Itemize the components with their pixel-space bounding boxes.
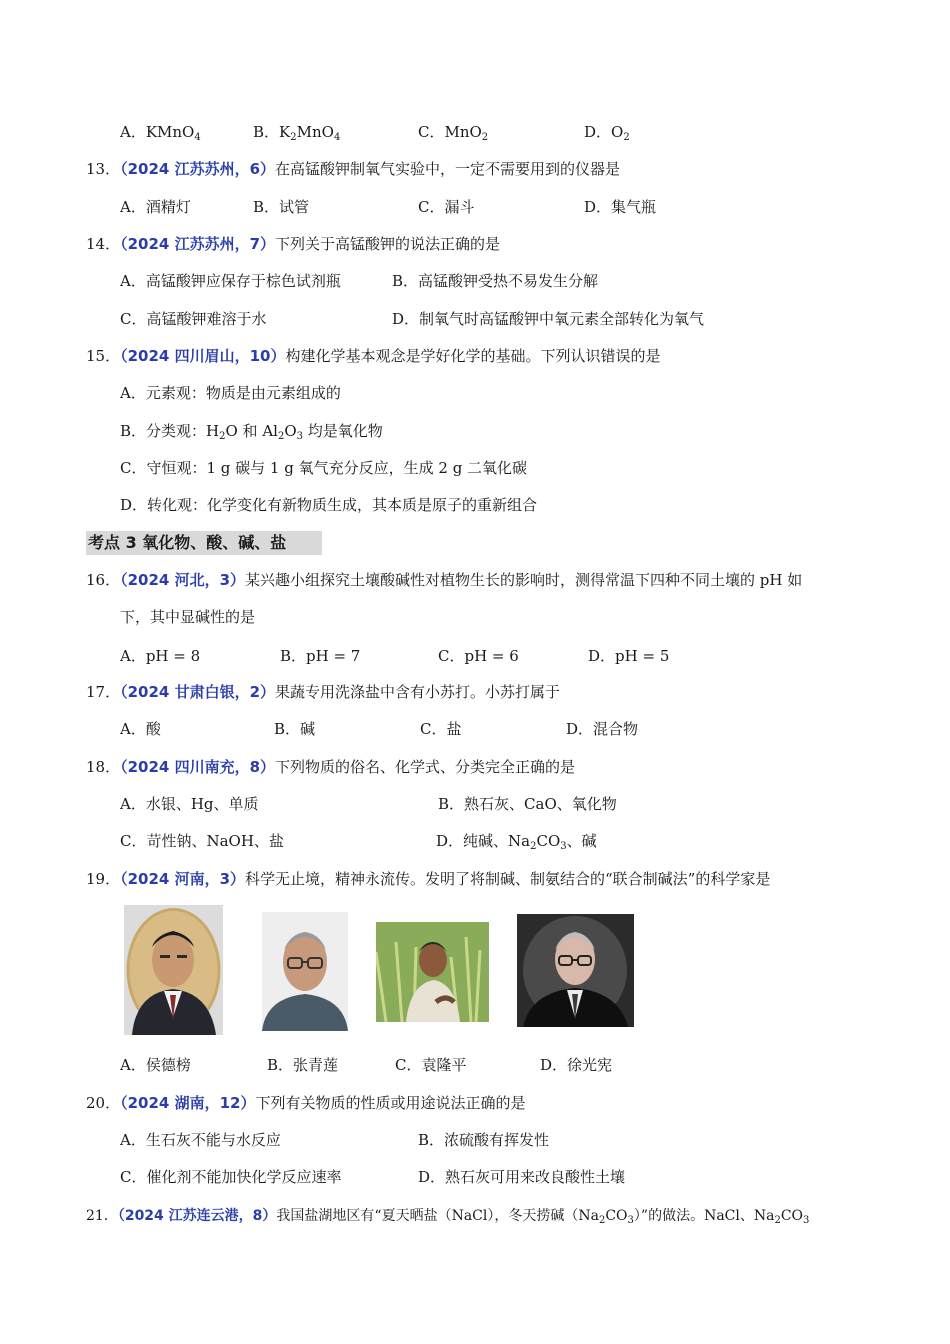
q13-option-c: C．漏斗	[418, 198, 475, 216]
section-heading: 考点 3 氧化物、酸、碱、盐	[86, 531, 322, 555]
q20-stem: 20．（2024 湖南，12）下列有关物质的性质或用途说法正确的是	[86, 1094, 526, 1112]
q17-stem: 17．（2024 甘肃白银，2）果蔬专用洗涤盐中含有小苏打。小苏打属于	[86, 683, 561, 701]
q21-source: （2024 江苏连云港，8）	[117, 1208, 277, 1224]
q17-option-b: B．碱	[274, 720, 316, 738]
q16-option-a: A．pH = 8	[120, 647, 201, 665]
q18-source: （2024 四川南充，8）	[120, 758, 276, 776]
q18-option-b: B．熟石灰、CaO、氧化物	[438, 795, 617, 813]
q14-option-a: A．高锰酸钾应保存于棕色试剂瓶	[120, 272, 341, 290]
q16-option-b: B．pH = 7	[280, 647, 361, 665]
q15-option-b: B．分类观：$H_2O$ 和 $Al_2O_3$ 均是氧化物	[120, 422, 383, 442]
q18-option-d: D．纯碱、$Na_2CO_3$、碱	[436, 832, 597, 852]
q18-option-c: C．苛性钠、NaOH、盐	[120, 832, 284, 850]
q20-option-c: C．催化剂不能加快化学反应速率	[120, 1168, 342, 1186]
q15-option-a: A．元素观：物质是由元素组成的	[120, 384, 341, 402]
q15-option-c: C．守恒观：1 g 碳与 1 g 氧气充分反应，生成 2 g 二氧化碳	[120, 459, 528, 477]
q12-option-b: B．$K_2MnO_4$	[253, 123, 341, 143]
portrait-photo-c	[376, 922, 489, 1022]
q13-option-a: A．酒精灯	[120, 198, 191, 216]
q16-option-d: D．pH = 5	[588, 647, 670, 665]
q16-stem-cont: 下，其中显碱性的是	[120, 608, 256, 626]
q19-stem: 19．（2024 河南，3）科学无止境，精神永流传。发明了将制碱、制氨结合的“联合制碱法”的科学家是	[86, 870, 771, 888]
q17-option-d: D．混合物	[566, 720, 639, 738]
q14-option-d: D．制氧气时高锰酸钾中氧元素全部转化为氧气	[392, 310, 705, 328]
q17-option-a: A．酸	[120, 720, 161, 738]
q16-source: （2024 河北，3）	[120, 571, 246, 589]
q19-option-a: A．侯德榜	[120, 1056, 191, 1074]
q17-option-c: C．盐	[420, 720, 462, 738]
q19-source: （2024 河南，3）	[120, 870, 246, 888]
q17-source: （2024 甘肃白银，2）	[120, 683, 276, 701]
q19-option-d: D．徐光宪	[540, 1056, 613, 1074]
q12-option-a: A．KMnO$_4$	[120, 123, 201, 143]
q21-stem: 21．（2024 江苏连云港，8）我国盐湖地区有“夏天晒盐（NaCl），冬天捞碱$(Na_2CO_3)$”的做法。NaCl、$Na_2CO_3$	[86, 1208, 810, 1226]
q20-option-b: B．浓硫酸有挥发性	[418, 1131, 550, 1149]
q19-option-b: B．张青莲	[267, 1056, 339, 1074]
q18-option-a: A．水银、Hg、单质	[120, 795, 259, 813]
q14-option-b: B．高锰酸钾受热不易发生分解	[392, 272, 599, 290]
q14-option-c: C．高锰酸钾难溶于水	[120, 310, 267, 328]
q18-stem: 18．（2024 四川南充，8）下列物质的俗名、化学式、分类完全正确的是	[86, 758, 576, 776]
q20-option-a: A．生石灰不能与水反应	[120, 1131, 281, 1149]
q13-source: （2024 江苏苏州，6）	[120, 160, 276, 178]
q13-option-d: D．集气瓶	[584, 198, 657, 216]
q19-option-c: C．袁隆平	[395, 1056, 467, 1074]
q14-source: （2024 江苏苏州，7）	[120, 235, 276, 253]
q15-stem: 15．（2024 四川眉山，10）构建化学基本观念是学好化学的基础。下列认识错误的是	[86, 347, 661, 365]
q20-option-d: D．熟石灰可用来改良酸性土壤	[418, 1168, 626, 1186]
q12-option-d: D．$O_2$	[584, 123, 630, 143]
portrait-photo-b	[262, 912, 348, 1031]
q15-source: （2024 四川眉山，10）	[120, 347, 286, 365]
q14-stem: 14．（2024 江苏苏州，7）下列关于高锰酸钾的说法正确的是	[86, 235, 501, 253]
q13-option-b: B．试管	[253, 198, 310, 216]
q16-stem: 16．（2024 河北，3）某兴趣小组探究土壤酸碱性对植物生长的影响时，测得常温下四种不同土壤的 pH 如	[86, 571, 803, 589]
portrait-photo-d	[517, 914, 634, 1027]
q16-option-c: C．pH = 6	[438, 647, 519, 665]
q20-source: （2024 湖南，12）	[120, 1094, 256, 1112]
q12-option-c: C．MnO$_2$	[418, 123, 489, 143]
q13-stem: 13．（2024 江苏苏州，6）在高锰酸钾制氧气实验中，一定不需要用到的仪器是	[86, 160, 621, 178]
q15-option-d: D．转化观：化学变化有新物质生成，其本质是原子的重新组合	[120, 496, 538, 514]
portrait-photo-a	[124, 905, 223, 1035]
